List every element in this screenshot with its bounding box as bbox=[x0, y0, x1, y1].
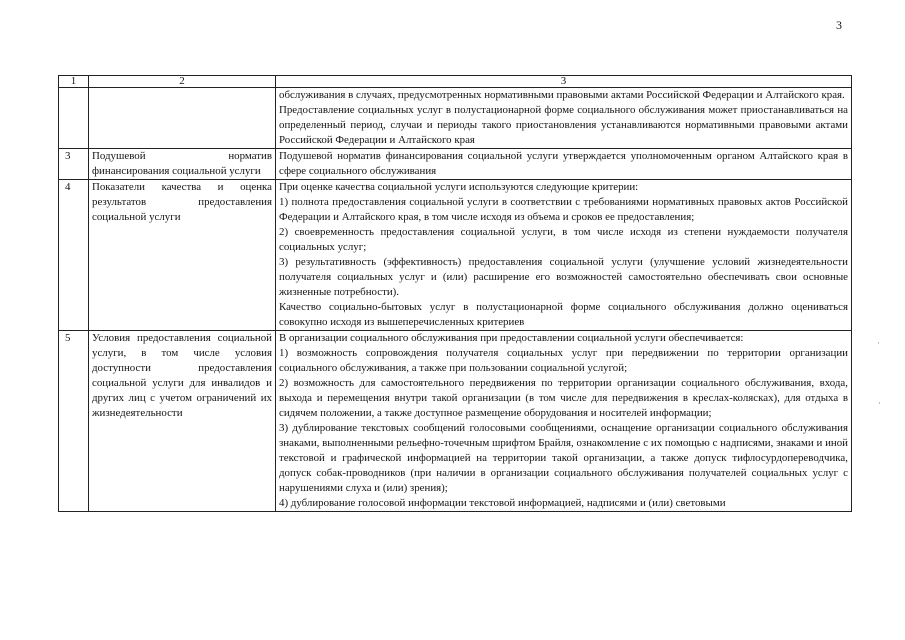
row-number-cell: 4 bbox=[59, 180, 89, 331]
content-paragraph: Качество социально-бытовых услуг в полустационарной форме социального обслуживания должно оцениваться совокупно исходя из вышеперечисленных критериев bbox=[279, 301, 848, 328]
header-cell-col1: 1 bbox=[59, 76, 89, 88]
scan-speck: · bbox=[877, 338, 880, 348]
row-number-cell bbox=[59, 88, 89, 149]
row-number-cell: 5 bbox=[59, 331, 89, 512]
table-row-continuation bbox=[59, 88, 852, 149]
table-row-5 bbox=[59, 331, 852, 512]
table-row-4 bbox=[59, 180, 852, 331]
row-content-cell bbox=[276, 149, 852, 180]
content-paragraph: 2) своевременность предоставления социальной услуги, в том числе исходя из степени нуждаемости получателя социальных услуг; bbox=[279, 226, 848, 253]
row-content-cell bbox=[276, 88, 852, 149]
content-paragraph: 2) возможность для самостоятельного передвижения по территории организации социального обслуживания, входа, выхода и перемещения внутри такой организации (в том числе для передвижения в креслах-колясках), для отдыха в сидячем положении, а также доступное размещение оборудования и носителей информации; bbox=[279, 377, 848, 419]
content-paragraph: Подушевой норматив финансирования социальной услуги утверждается уполномоченным органом Алтайского края в сфере социального обслуживания bbox=[279, 150, 848, 177]
content-paragraph: обслуживания в случаях, предусмотренных нормативными правовыми актами Российской Федерации и Алтайского края. bbox=[279, 89, 845, 101]
table-header-row bbox=[59, 76, 852, 88]
content-paragraph: 1) возможность сопровождения получателя социальных услуг при передвижении по территории организации социального обслуживания, а также при пользовании социальной услугой; bbox=[279, 347, 848, 374]
content-paragraph: 3) результативность (эффективность) предоставления социальной услуги (улучшение условий жизнедеятельности получателя социальных услуг и (или) расширение его возможностей самостоятельно обеспечивать свои основные жизненные потребности). bbox=[279, 256, 848, 298]
row-name-cell: Показатели качества и оценка результатов предоставления социальной услуги bbox=[89, 180, 276, 331]
row-name-cell: Подушевой норматив финансирования социальной услуги bbox=[89, 149, 276, 180]
row-content-cell bbox=[276, 331, 852, 512]
table-row-3 bbox=[59, 149, 852, 180]
service-standard-table bbox=[58, 75, 852, 512]
row-number-cell: 3 bbox=[59, 149, 89, 180]
row-content-cell bbox=[276, 180, 852, 331]
content-paragraph: Предоставление социальных услуг в полустационарной форме социального обслуживания может приостанавливаться на определенный период, случаи и периоды такого приостановления устанавливаются нормативными правовыми актами Российской Федерации и Алтайского края bbox=[279, 104, 848, 146]
content-paragraph: 4) дублирование голосовой информации текстовой информацией, надписями и (или) световыми bbox=[279, 497, 726, 509]
header-cell-col2: 2 bbox=[89, 76, 276, 88]
content-paragraph: 3) дублирование текстовых сообщений голосовыми сообщениями, оснащение организации социального обслуживания знаками, выполненными рельефно-точечным шрифтом Брайля, ознакомление с их помощью с надписями, знаками и иной текстовой и графической информацией на территории такой организации, а также допуск тифлосурдопереводчика, допуск собак-проводников (при наличии в организации социального обслуживания получателей социальных услуг с нарушениями слуха и (или) зрения); bbox=[279, 422, 848, 494]
content-paragraph: В организации социального обслуживания при предоставлении социальной услуги обеспечивается: bbox=[279, 332, 744, 344]
row-name-cell: Условия предоставления социальной услуги, в том числе условия доступности предоставления социальной услуги для инвалидов и других лиц с учетом ограничений их жизнедеятельности bbox=[89, 331, 276, 512]
header-cell-col3: 3 bbox=[276, 76, 852, 88]
scan-speck: · bbox=[878, 398, 881, 408]
page-number: 3 bbox=[836, 18, 842, 32]
row-name-cell bbox=[89, 88, 276, 149]
content-paragraph: 1) полнота предоставления социальной услуги в соответствии с требованиями нормативных правовых актов Российской Федерации и Алтайского края, в том числе исходя из объема и сроков ее предоставления; bbox=[279, 196, 848, 223]
content-paragraph: При оценке качества социальной услуги используются следующие критерии: bbox=[279, 181, 639, 193]
